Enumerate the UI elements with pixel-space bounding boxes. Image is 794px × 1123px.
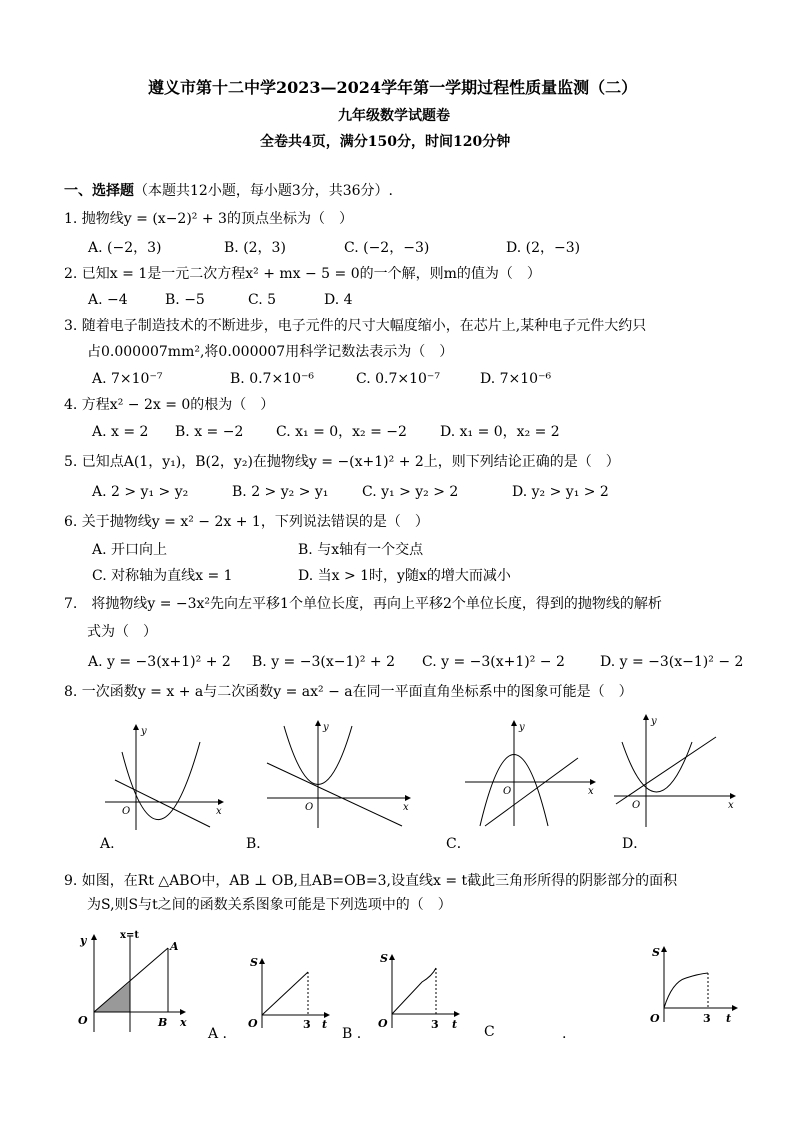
q9-option-c: C [484, 1024, 495, 1040]
q5-option-d: D. y₂ > y₁ > 2 [512, 484, 609, 500]
section-label: 一、选择题 [64, 183, 134, 199]
q8-option-d: D． [622, 836, 648, 852]
q6-option-b: B. 与x轴有一个交点 [298, 542, 424, 558]
q9-triangle-figure [72, 926, 197, 1036]
q4-option-d: D. x₁ = 0，x₂ = 2 [440, 424, 560, 440]
parabola [122, 742, 200, 820]
q1-option-b: B. (2，3) [224, 240, 286, 256]
q5-stem: 5. 已知点A(1，y₁)，B(2，y₂)在抛物线y = −(x+1)² + 2上，则下列结论正确的是（ ） [64, 454, 620, 470]
q8-option-b: B． [246, 836, 271, 852]
parabola [622, 742, 692, 792]
origin-label: O [650, 1012, 660, 1025]
x-arrow [218, 799, 224, 805]
q7-option-c: C. y = −3(x+1)² − 2 [422, 654, 565, 670]
section-note: （本题共12小题，每小题3分，共36分）. [134, 183, 393, 199]
x-label: x [216, 806, 222, 817]
q9-option-a: A . [208, 1026, 228, 1042]
q4-stem: 4. 方程x² − 2x = 0的根为（ ） [64, 397, 275, 413]
q5-option-c: C. y₁ > y₂ > 2 [362, 484, 459, 500]
q4-option-b: B. x = −2 [175, 424, 244, 440]
q1-option-a: A. (−2，3) [88, 240, 162, 256]
q9-stem-line1: 9. 如图，在Rt △ABO中，AB ⊥ OB,且AB=OB=3,设直线x = t截此三角形所得的阴影部分的面积 [64, 873, 678, 889]
q3-stem-line1: 3. 随着电子制造技术的不断进步，电子元件的尺寸大幅度缩小，在芯片上,某种电子元件大约只 [64, 318, 647, 334]
y-arrow [91, 934, 97, 940]
q7-stem-line1: 7. 将抛物线y = −3x²先向左平移1个单位长度，再向上平移2个单位长度，得到的抛物线的解析 [64, 596, 662, 612]
q9-option-c-dot: . [562, 1026, 567, 1042]
line [115, 780, 210, 827]
q7-stem-line2: 式为（ ） [87, 624, 157, 640]
curve [392, 968, 436, 1014]
q6-option-d: D. 当x > 1时，y随x的增大而减小 [298, 568, 511, 584]
line-label: x=t [120, 930, 139, 941]
point-B-label: B [158, 1016, 168, 1029]
line [267, 763, 402, 826]
tick-3-label: 3 [703, 1012, 711, 1025]
q2-option-a: A. −4 [88, 292, 128, 308]
s-arrow [389, 954, 395, 960]
q2-option-d: D. 4 [324, 292, 353, 308]
x-arrow [405, 795, 411, 801]
q4-option-c: C. x₁ = 0，x₂ = −2 [276, 424, 407, 440]
q6-option-c: C. 对称轴为直线x = 1 [92, 568, 233, 584]
t-label: t [322, 1018, 328, 1031]
x-label: x [728, 800, 734, 811]
q7-option-a: A. y = −3(x+1)² + 2 [88, 654, 231, 670]
q3-stem-line2: 占0.000007mm²,将0.000007用科学记数法表示为（ ） [87, 344, 454, 360]
q2-stem: 2. 已知x = 1是一元二次方程x² + mx − 5 = 0的一个解，则m的值为（ ） [64, 266, 541, 282]
y-label: y [80, 934, 87, 947]
x-label: x [588, 786, 594, 797]
q8-graph-a [100, 722, 225, 832]
y-arrow [511, 720, 517, 726]
x-arrow [590, 779, 596, 785]
q1-option-d: D. (2，−3) [506, 240, 581, 256]
q8-option-c: C． [446, 836, 471, 852]
origin-label: O [503, 786, 512, 797]
t-arrow [454, 1011, 460, 1017]
q6-option-a: A. 开口向上 [92, 542, 168, 558]
x-label: x [403, 802, 409, 813]
x-arrow [730, 793, 736, 799]
y-arrow [315, 720, 321, 726]
t-label: t [452, 1018, 458, 1031]
q8-graph-d [612, 712, 740, 830]
s-label: S [250, 956, 258, 969]
q7-option-b: B. y = −3(x−1)² + 2 [252, 654, 395, 670]
x-label: x [180, 1016, 187, 1029]
y-arrow [133, 724, 139, 730]
y-label: y [323, 722, 329, 733]
q3-option-a: A. 7×10⁻⁷ [92, 371, 163, 387]
curve [664, 973, 708, 1008]
q9-graph-b [374, 946, 464, 1034]
s-label: S [380, 952, 388, 965]
q5-option-b: B. 2 > y₂ > y₁ [232, 484, 329, 500]
q3-option-b: B. 0.7×10⁻⁶ [230, 371, 314, 387]
s-arrow [661, 946, 667, 952]
q9-graph-c [646, 938, 742, 1030]
curve [262, 972, 308, 1015]
x-arrow [180, 1009, 186, 1015]
origin-label: O [632, 800, 641, 811]
s-label: S [652, 946, 660, 959]
q1-option-c: C. (−2，−3) [344, 240, 430, 256]
y-label: y [651, 716, 657, 727]
q1-stem: 1. 抛物线y = (x−2)² + 3的顶点坐标为（ ） [64, 211, 353, 227]
q5-option-a: A. 2 > y₁ > y₂ [92, 484, 189, 500]
section-heading [64, 181, 393, 201]
q4-option-a: A. x = 2 [92, 424, 149, 440]
y-label: y [141, 726, 147, 737]
q9-option-b: B . [342, 1026, 362, 1042]
origin-label: O [248, 1017, 258, 1030]
tick-3-label: 3 [431, 1018, 439, 1031]
page-subtitle: 九年级数学试题卷 [338, 108, 450, 124]
origin-label: O [305, 802, 314, 813]
q8-graph-c [460, 718, 600, 830]
origin-label: O [122, 806, 131, 817]
s-arrow [259, 958, 265, 964]
q7-option-d: D. y = −3(x−1)² − 2 [600, 654, 744, 670]
q9-stem-line2: 为S,则S与t之间的函数关系图象可能是下列选项中的（ ） [87, 897, 452, 913]
line [616, 737, 716, 804]
q2-option-b: B. −5 [165, 292, 205, 308]
hypotenuse-OA [94, 948, 168, 1012]
t-arrow [732, 1005, 738, 1011]
q8-graph-b [262, 718, 412, 830]
tick-3-label: 3 [303, 1018, 311, 1031]
q8-option-a: A. [100, 836, 115, 852]
q8-stem: 8. 一次函数y = x + a与二次函数y = ax² − a在同一平面直角坐标系中的图象可能是（ ） [64, 684, 633, 700]
q9-graph-a [244, 950, 334, 1035]
origin-label: O [78, 1014, 88, 1027]
q3-option-d: D. 7×10⁻⁶ [480, 371, 552, 387]
exam-info: 全卷共4页，满分150分，时间120分钟 [260, 134, 511, 150]
q6-stem: 6. 关于抛物线y = x² − 2x + 1，下列说法错误的是（ ） [64, 514, 429, 530]
origin-label: O [378, 1017, 388, 1030]
q2-option-c: C. 5 [248, 292, 277, 308]
point-A-label: A [170, 940, 179, 953]
y-arrow [643, 714, 649, 720]
y-label: y [519, 722, 525, 733]
q3-option-c: C. 0.7×10⁻⁷ [356, 371, 440, 387]
t-label: t [726, 1012, 732, 1025]
page-title: 遵义市第十二中学2023—2024学年第一学期过程性质量监测（二） [148, 78, 638, 97]
